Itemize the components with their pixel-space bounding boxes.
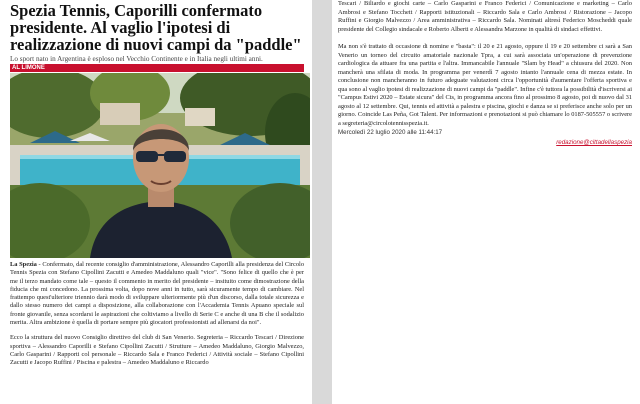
article-dateline: Mercoledì 22 luglio 2020 alle 11:44:17 (338, 129, 443, 136)
section-bar (10, 64, 304, 72)
page-gutter (312, 0, 332, 404)
article-subtitle: Lo sport nato in Argentina è esploso nel Vecchio Continente e in Italia negli ultimi anni. (10, 55, 263, 63)
article-photo (10, 73, 310, 258)
article-paragraph-2: Ecco la struttura del nuovo Consiglio direttivo del club di San Venerio. Segreteria – Riccardo Tescari / Direzione sportiva – Alessandro Caporilli e Stefano Cipollini Zacutti / Strutture – Amedeo Maddaluno, Giorgio Malvezzo, Carlo Gasparini / Rapporti col personale – Riccardo Sala e Franco Federici / Attività sociale – Stefano Cipollini Zacutti e Jacopo Ruffini / Piscina e palestra – Amedeo Maddaluno e Riccardo (10, 334, 304, 367)
portrait-photo-illustration (10, 73, 310, 258)
article-paragraph-4: Ma non s'è trattato di occasione di nomine e "basta": il 20 e 21 agosto, oppure il 19 e 20 settembre ci sarà a San Venerio un torneo del circuito amatoriale nazionale Tpra, a cui sarà associata un'operazione di prevenzione cardiologica da attuare fra una partita e l'altra. Immancabile l'annuale "Slam by Head" a chiusura del 2020. Non mancherà una sfilata di moda. In programma per venerdì 7 agosto intanto l'annuale cena di mezza estate. In conclusione non mancheranno in futuro adeguate valutazioni circa l'opportunità d'aumentare l'offerta sportiva e qua sono al vaglio ipotesi di realizzazione di nuovi campi da "paddle". Infine c'è tuttora la possibilità d'iscriversi ai "Campus Estivi 2020 – Estate sicura" del Cts, in programma ancora fino al prossimo 8 agosto, poi di nuovo dal 31 agosto al 12 settembre. Qui, tennis ed attività a palestra e piscina, giochi e danza se si preferisce anche solo per un giorno. Coincide Las Peña, Got Talent. Per informazioni e prenotazioni si può chiamare lo 0187-505557 o scrivere a segreteria@circolotennisspezia.it. (338, 43, 632, 127)
article-headline: Spezia Tennis, Caporilli confermato presidente. Al vaglio l'ipotesi di realizzazione di nuovi campi da "paddle" (10, 1, 302, 54)
article-paragraph-3: Tescari / Biliardo e giochi carte – Carlo Gasparini e Franco Federici / Comunicazione e marketing – Carlo Ambrosi e Stefano Tocchett / Rapporti istituzionali – Riccardo Sala e Carlo Ambrosi / Ristorazione – Jacopo Ruffini e Giorgio Malvezzo / Area amministrativa – Riccardo Sala. Nominati altresì Federico Moscheddi quale presidente del Collegio sindacale e Roberto Alberti e Alessandra Marzone in qualità di sindaci effettivi. (338, 0, 632, 33)
right-page (332, 0, 640, 404)
section-label: AL LIMONE (12, 65, 45, 71)
left-page (0, 0, 312, 404)
author-signature-link[interactable]: redazione@cittadellaspezia (556, 139, 632, 146)
article-lead-paragraph (10, 261, 304, 327)
lead-body: - Confermato, dal recente consiglio d'amministrazione, Alessandro Caporilli alla presidenza del Circolo Tennis Spezia con Stefano Cipollini Zacutti e Amedeo Maddaluno quali "vice". "Sono felice di quello che è per me il terzo mandato come tale – questo il commento in merito del presidente – insituito come dimostrazione della fiducia che mi concedono. La prossima volta, dopo nove anni in tutto, sarà sicuramente tempo di cambiare. Nel frattempo quest'ulteriore triennio darà modo di sviluppare ulteriormente più d'un discorso, dalla totale sicurezza e dallo stesso numero dei campi a disposizione, alla collaborazione con l'Accademia Tennis Apuano speciale sul fronte giovanile, senza scordarsi le aspirazioni che coltiviamo a livello di Serie C e anche di una B che il sodalizio merita. Altra ambizione è quella di portare sempre più giocatori professionisti ad allenarsi da noi". (10, 261, 305, 327)
lead-place: La Spezia (10, 261, 37, 268)
